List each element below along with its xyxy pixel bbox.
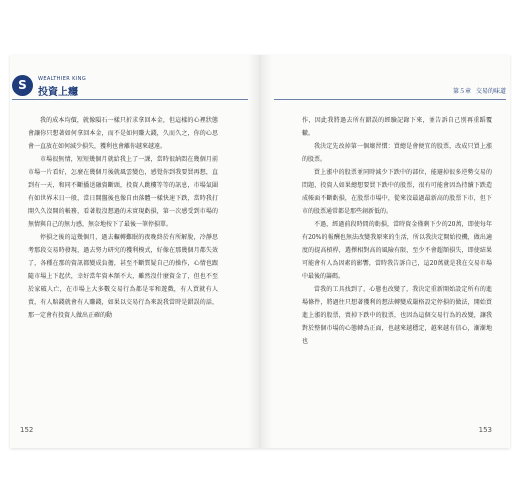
paragraph: 停損之後的這幾個月，過去輾轉難眠的夜晚終於有所解脫，冷靜思考那段交易時發現，過去努力研究的獲利模式，好像在那幾個月都失效了，各種在那的資訊都變成負擔，甚至不斷質疑自己的操作，心情也跟隨市場上下起伏，幸好當年資本額不大，雖然沒什麼資金了，但也不至於家破人亡，在市場上大多數交易行為都是零和遊戲，有人買就有人賣，有人賠錢就會有人賺錢，如果以交易行為來說我當時是錯誤的話，那一定會有投資人做出正確的動 — [28, 234, 218, 319]
page-number: 153 — [478, 426, 492, 434]
paragraph: 不過，經過前段時間的虧損，當時資金僅剩下少的20萬，即使每年有20%的報酬也無法改變我原來的生活，所以我決定開始投機，做出適度的提高槓桿，選擇相對高的風險有限，至少不會超額損失，即使結果可能會有人為因素的影響，當時我告訴自己，這20萬就是我在交易市場中最後的籌碼。 — [302, 221, 492, 280]
page-number: 152 — [20, 426, 34, 434]
paragraph: 市場很無情，短短幾個月就給我上了一課，當時很納悶在幾個月前市場一片看好，怎麼在幾個月後就風雲變色，感覺你到我要買再想，直到有一天，和同不斷播送融資斷頭，投資人跳樓等等的訊息，市場氣圍有如世界末日一般，當日開盤後也像自由落體一樣快速下跌，當時我打開久久沒開的帳務，看著股沒想過的未實現虧損，第一次感受到市場的無情與自己的無力感，無奈地按下了最後一筆停損單。 — [28, 156, 218, 228]
paragraph: 我決定先改掉第一個壞習慣：買總是會便宜的股票，改成只買上漲的股票。 — [302, 143, 492, 163]
right-body-text — [302, 114, 492, 348]
left-page — [10, 55, 260, 448]
book-spread — [10, 55, 510, 448]
paragraph: 作，因此我將過去所有錯誤的經驗記錄下來，並告訴自己別再重蹈覆轍。 — [302, 117, 492, 137]
paragraph: 買上漲中的股票並同時減少下跌中的部位，能避掉很多逆勢交易的問題，投資人如果總想要買下跌中的股票，很有可能會因為持續下跌造成帳面不斷虧損，在股票市場中，從來沒最過最新高的股票下市，但下市的股票通常都是那些創新低的。 — [302, 169, 492, 215]
paragraph: 我的成本均價，就像隕石一樣只折求拿回本金，但這樣的心裡狀態會讓你只想著如何拿回本金，而不是如何賺大錢，久而久之，你的心思會一直放在如何減少損失，獲利也會離你越來越遠。 — [28, 117, 218, 150]
paragraph: 當我的工具找到了，心態也改變了，我決定重新開始設定所有的進場條件，將過往只想著獲利的想法轉變成嚴格設定停損的做法，開始買進上漲的股票，賣掉下跌中的股票，也因為這個交易行為的改變，讓我對於整個市場的心態轉為正面，也越來越穩定，越來越有信心，漸漸地也 — [302, 286, 492, 345]
chapter-label: 第５章 — [452, 88, 471, 95]
right-page — [260, 55, 510, 448]
header-rule — [12, 99, 248, 100]
chapter-header — [448, 86, 506, 95]
brand-logo-icon: S — [12, 75, 33, 96]
header-rule — [274, 99, 506, 100]
book-title: 投資上癮 — [38, 87, 78, 98]
brand-subtitle: WEALTHIER KING — [38, 76, 87, 82]
chapter-title: 交易的味道 — [475, 88, 506, 95]
left-body-text — [28, 114, 218, 322]
